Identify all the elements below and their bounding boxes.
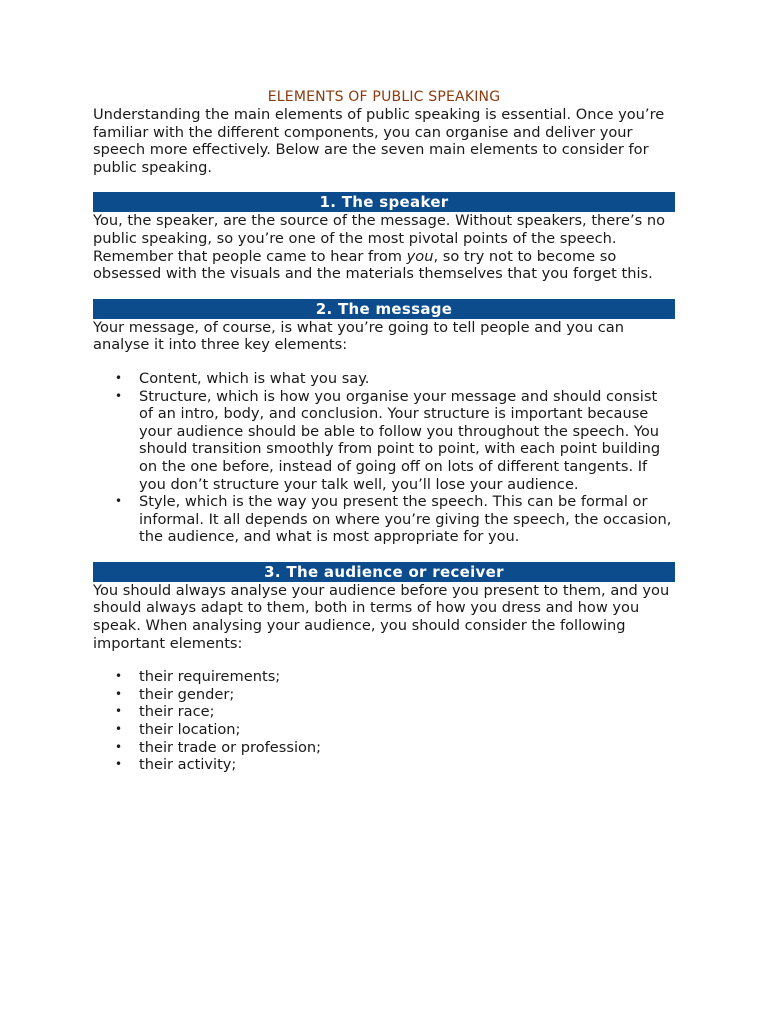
list-item [93,721,675,739]
document-title: ELEMENTS OF PUBLIC SPEAKING [267,89,501,105]
section-heading-speaker: 1. The speaker [93,192,675,212]
speaker-paragraph [93,212,675,282]
bullet-icon: • [115,757,123,772]
intro-paragraph: Understanding the main elements of public speaking is essential. Once you’re familiar with the different components, you can organise and deliver your speech more effectively. Below are the seven main elements to consider for public speaking. [93,106,665,176]
list-item-text: their race; [139,703,215,721]
list-item [93,686,675,704]
audience-element-list [93,668,675,774]
bullet-icon: • [115,669,123,684]
list-item [93,703,675,721]
bullet-icon: • [115,722,123,737]
list-item-text: Structure, which is how you organise your message and should consist of an intro, body, and conclusion. Your structure is important because your audience should be able to follow you throughout the speech. You should transition smoothly from point to point, with each point building on the one before, instead of going off on lots of different tangents. If you don’t structure your talk well, you’ll lose your audience. [139,387,661,493]
audience-paragraph: You should always analyse your audience before you present to them, and you should always adapt to them, both in terms of how you dress and how you speak. When analysing your audience, you should consider the following important elements: [93,581,670,652]
list-item-text: their requirements; [139,668,281,686]
section-heading-audience: 3. The audience or receiver [93,562,675,582]
bullet-icon: • [115,739,123,754]
list-item-text: Content, which is what you say. [139,369,370,387]
speaker-emphasis: you [406,247,434,265]
list-item-text: their location; [139,721,241,739]
bullet-icon: • [115,686,123,701]
bullet-icon: • [115,704,123,719]
list-item [93,493,675,546]
list-item [93,668,675,686]
bullet-icon: • [115,370,123,385]
bullet-icon: • [115,494,123,509]
message-element-list [93,370,675,546]
bullet-icon: • [115,388,123,403]
list-item-text: their activity; [139,756,237,774]
list-item [93,370,675,388]
document-page [93,0,675,774]
list-item-text: their gender; [139,685,235,703]
list-item-text: Style, which is the way you present the speech. This can be formal or informal. It all depends on where you’re giving the speech, the occasion, the audience, and what is most appropriate for you. [139,493,672,546]
list-item [93,756,675,774]
speaker-text-end: , so try not to become so obsessed with the visuals and the materials themselves that you forget this. [93,247,653,283]
message-paragraph: Your message, of course, is what you’re going to tell people and you can analyse it into three key elements: [93,318,624,354]
list-item [93,739,675,757]
list-item [93,388,675,494]
speaker-text-start: You, the speaker, are the source of the message. Without speakers, there’s no public speaking, so you’re one of the most pivotal points of the speech. Remember that people came to hear from [93,212,666,265]
list-item-text: their trade or profession; [139,738,322,756]
section-heading-message: 2. The message [93,299,675,319]
